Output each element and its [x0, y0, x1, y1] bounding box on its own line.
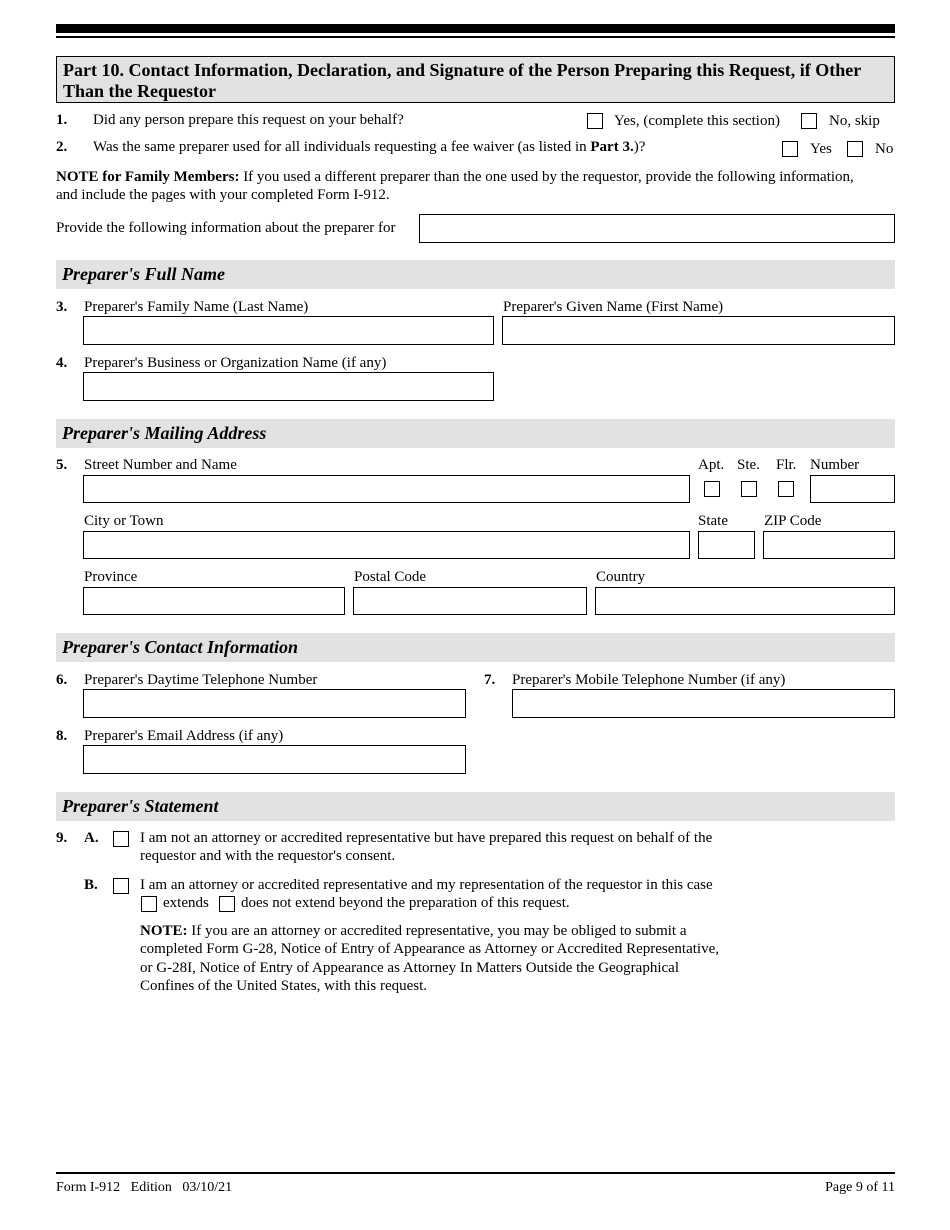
apt-label: Apt. — [698, 457, 725, 473]
family-name-label: Preparer's Family Name (Last Name) — [84, 299, 309, 315]
q4-number: 4. — [56, 355, 68, 371]
province-label: Province — [84, 569, 138, 585]
q2-text-before: Was the same preparer used for all individuals requesting a fee waiver (as listed in — [93, 139, 591, 155]
country-label: Country — [596, 569, 646, 585]
apt-checkbox[interactable] — [704, 481, 720, 497]
mobile-phone-input[interactable] — [512, 689, 895, 718]
note-family-bold: NOTE for Family Members: — [56, 169, 240, 185]
given-name-label: Preparer's Given Name (First Name) — [503, 299, 724, 315]
state-label: State — [698, 513, 728, 529]
note-family-text: If you used a different preparer than the one used by the requestor, provide the following information, — [239, 169, 854, 185]
footer-rule — [56, 1172, 895, 1174]
q9b-checkbox[interactable] — [113, 878, 129, 894]
section-statement — [56, 792, 895, 821]
q2-no-label: No — [875, 141, 894, 157]
daytime-phone-input[interactable] — [83, 689, 466, 718]
q1-yes-checkbox[interactable] — [587, 113, 603, 129]
section-mailing-title: Preparer's Mailing Address — [62, 423, 267, 443]
q2-text — [93, 138, 645, 156]
flr-label: Flr. — [776, 457, 797, 473]
section-full-name — [56, 260, 895, 289]
part-title-line2: Than the Requestor — [63, 81, 217, 101]
province-input[interactable] — [83, 587, 345, 615]
q2-yes-label: Yes — [810, 141, 832, 157]
city-label: City or Town — [84, 513, 164, 529]
business-name-label: Preparer's Business or Organization Name (if any) — [84, 355, 387, 371]
given-name-input[interactable] — [502, 316, 895, 345]
q9a-line1: I am not an attorney or accredited representative but have prepared this request on behalf of the — [140, 830, 713, 846]
zip-label: ZIP Code — [764, 513, 822, 529]
q2-text-after: )? — [633, 139, 646, 155]
q1-text: Did any person prepare this request on your behalf? — [93, 112, 404, 128]
business-name-input[interactable] — [83, 372, 494, 401]
q6-number: 6. — [56, 672, 68, 688]
unit-number-label: Number — [810, 457, 860, 473]
not-extends-label: does not extend beyond the preparation of this request. — [241, 895, 570, 911]
unit-number-input[interactable] — [810, 475, 895, 503]
q1-no-label: No, skip — [829, 113, 880, 129]
street-label: Street Number and Name — [84, 457, 237, 473]
footer-form: Form I-912 Edition 03/10/21 — [56, 1180, 233, 1195]
not-extends-checkbox[interactable] — [219, 896, 235, 912]
q2-no-checkbox[interactable] — [847, 141, 863, 157]
family-name-input[interactable] — [83, 316, 494, 345]
state-input[interactable] — [698, 531, 755, 559]
mobile-phone-label: Preparer's Mobile Telephone Number (if any) — [512, 672, 786, 688]
postal-code-label: Postal Code — [354, 569, 427, 585]
part-header — [56, 56, 895, 103]
footer-page: Page 9 of 11 — [825, 1180, 895, 1195]
ste-checkbox[interactable] — [741, 481, 757, 497]
section-full-name-title: Preparer's Full Name — [62, 264, 226, 284]
top-thick-rule — [56, 24, 895, 33]
city-input[interactable] — [83, 531, 690, 559]
note-family-line1 — [56, 168, 854, 186]
flr-checkbox[interactable] — [778, 481, 794, 497]
postal-code-input[interactable] — [353, 587, 587, 615]
zip-input[interactable] — [763, 531, 895, 559]
q9b-line1: I am an attorney or accredited representative and my representation of the requestor in this case — [140, 877, 713, 893]
statement-note-bold: NOTE: — [140, 923, 188, 939]
part-title-line1: Part 10. Contact Information, Declaration, and Signature of the Person Preparing this Request, if Other — [63, 60, 862, 80]
extends-label: extends — [163, 895, 209, 911]
extends-checkbox[interactable] — [141, 896, 157, 912]
statement-note-line3: or G-28I, Notice of Entry of Appearance as Attorney In Matters Outside the Geographical — [140, 960, 679, 976]
statement-note-line4: Confines of the United States, with this request. — [140, 978, 428, 994]
section-contact-title: Preparer's Contact Information — [62, 637, 299, 657]
q3-number: 3. — [56, 299, 68, 315]
preparer-for-input[interactable] — [419, 214, 895, 243]
q9a-letter: A. — [84, 830, 99, 846]
section-statement-title: Preparer's Statement — [62, 796, 219, 816]
note-family-line2: and include the pages with your completed Form I-912. — [56, 187, 390, 203]
street-input[interactable] — [83, 475, 690, 503]
section-mailing-address — [56, 419, 895, 448]
q1-number: 1. — [56, 112, 68, 128]
ste-label: Ste. — [737, 457, 760, 473]
section-contact — [56, 633, 895, 662]
statement-note-line2: completed Form G-28, Notice of Entry of Appearance as Attorney or Accredited Representative, — [140, 941, 719, 957]
top-thin-rule — [56, 36, 895, 38]
q2-text-bold: Part 3. — [590, 139, 634, 155]
daytime-phone-label: Preparer's Daytime Telephone Number — [84, 672, 318, 688]
q1-no-checkbox[interactable] — [801, 113, 817, 129]
q2-yes-checkbox[interactable] — [782, 141, 798, 157]
country-input[interactable] — [595, 587, 895, 615]
q2-number: 2. — [56, 139, 68, 155]
q9b-letter: B. — [84, 877, 98, 893]
q9-number: 9. — [56, 830, 68, 846]
provide-label: Provide the following information about the preparer for — [56, 220, 396, 236]
q5-number: 5. — [56, 457, 68, 473]
q9a-line2: requestor and with the requestor's consent. — [140, 848, 396, 864]
q9a-checkbox[interactable] — [113, 831, 129, 847]
email-label: Preparer's Email Address (if any) — [84, 728, 284, 744]
q8-number: 8. — [56, 728, 68, 744]
q7-number: 7. — [484, 672, 496, 688]
statement-note-line1 — [140, 922, 687, 940]
q1-yes-label: Yes, (complete this section) — [614, 113, 780, 129]
statement-note-text1: If you are an attorney or accredited representative, you may be obliged to submit a — [187, 923, 687, 939]
email-input[interactable] — [83, 745, 466, 774]
